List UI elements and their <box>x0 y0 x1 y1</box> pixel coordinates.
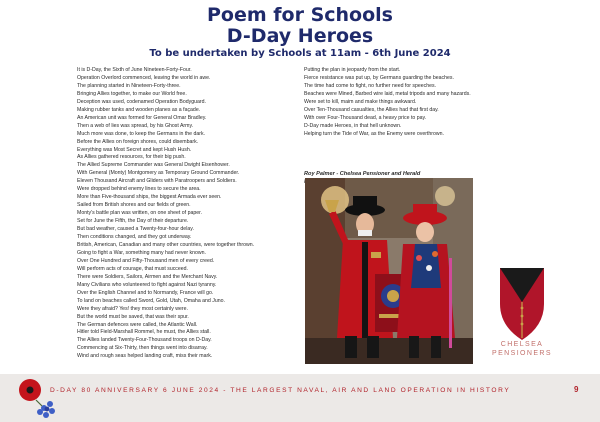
poem-line: With General (Monty) Montgomery as Temporary Ground Commander. <box>77 170 240 177</box>
poem-left-column <box>77 67 299 361</box>
poem-line: D-Day made Heroes, in that hell unknown. <box>304 122 402 129</box>
poem-line: Hitler told Field-Marshall Rommel, he must, the Allies stall. <box>77 329 211 336</box>
poem-line: More than Five-thousand ships, the biggest Armada ever seen. <box>77 194 222 201</box>
poem-line: With over Four-Thousand dead, a heavy price to pay. <box>304 114 427 121</box>
poem-line: The time had come to fight, no further need for speeches. <box>304 82 437 89</box>
poem-line: Going to fight a War, something many had never known. <box>77 249 206 256</box>
poem-line: The planning started in Nineteen-Forty-three. <box>77 82 181 89</box>
poem-line: Wind and rough seas helped landing craft, miss their mark. <box>77 353 213 360</box>
poem-line: Before the Allies on foreign shores, could disembark. <box>77 138 199 145</box>
poem-line: Were dropped behind enemy lines to secure the area. <box>77 186 201 193</box>
poem-line: Much more was done, to keep the Germans in the dark. <box>77 130 206 137</box>
poem-line: Deception was used, codenamed Operation Bodyguard. <box>77 98 206 105</box>
poem-line: Then a web of lies was spread, by his Ghost Army. <box>77 122 194 129</box>
poem-line: Beaches were Mined, Barbed wire laid, metal tripods and many hazards. <box>304 90 471 97</box>
poem-line: Were set to kill, maim and make things awkward. <box>304 98 417 105</box>
poem-line: Many Civilians who volunteered to fight against Nazi tyranny. <box>77 281 217 288</box>
poem-right-column <box>304 67 484 139</box>
poem-line: To land on beaches called Sword, Gold, Utah, Omaha and Juno. <box>77 297 225 304</box>
poem-line: Making rubber tanks and wooden planes as a façade. <box>77 106 201 113</box>
poem-line: The German defences were called, the Atlantic Wall. <box>77 321 198 328</box>
logo-wordmark <box>484 340 560 358</box>
poem-line: Over Ten-Thousand casualties, the Allies had that first day. <box>304 106 439 113</box>
pensioner-photo <box>305 178 473 364</box>
poem-line: There were Soldiers, Sailors, Airmen and the Merchant Navy. <box>77 273 218 280</box>
poem-line: Were they afraid? Yes! they most certainly were. <box>77 305 188 312</box>
poem-line: But the world must be saved, that was their spur. <box>77 313 189 320</box>
poem-line: Over the English Channel and to Normandy, France will go. <box>77 289 214 296</box>
poppy-cornflower-icon <box>14 376 68 422</box>
poem-line: Sailed from British shores and our fields of green. <box>77 202 191 209</box>
page-title: Poem for Schools <box>207 4 393 26</box>
logo-line-1: CHELSEA <box>500 341 544 348</box>
poem-line: Operation Overlord commenced, leaving the world in awe. <box>77 74 211 81</box>
poem-line: Everything was Most Secret and kept Hush Hush. <box>77 146 192 153</box>
poem-line: Fierce resistance was put up, by Germans guarding the beaches. <box>304 74 454 81</box>
poem-line: Helping turn the Tide of War, as the Enemy were overthrown. <box>304 130 444 137</box>
page-title-secondary: D-Day Heroes <box>226 25 374 47</box>
poem-line: British, American, Canadian and many other countries, were together thrown. <box>77 241 255 248</box>
poem-line: Eleven Thousand Aircraft and Gliders with Paratroopers and Soldiers. <box>77 178 237 185</box>
poem-line: An American unit was formed for General Omar Bradley. <box>77 114 207 121</box>
page-number: 9 <box>574 385 579 394</box>
poem-line: Set for June the Fifth, the Day of their departure. <box>77 218 189 225</box>
poem-line: Commencing at Six-Thirty, then things went into disarray. <box>77 345 208 352</box>
footer-band <box>0 374 600 422</box>
poem-line: As Allies gathered resources, for their big push. <box>77 154 186 161</box>
page-subtitle: To be undertaken by Schools at 11am - 6th June 2024 <box>149 48 451 59</box>
caption-name: Roy Palmer - Chelsea Pensioner and Herald <box>304 171 421 177</box>
poem-line: It is D-Day, the Sixth of June Nineteen-Forty-Four. <box>77 67 192 73</box>
poem-line: The Allies landed Twenty-Four-Thousand troops on D-Day. <box>77 337 212 344</box>
poem-line: Putting the plan in jeopardy from the start. <box>304 67 401 73</box>
poem-line: Bringing Allies together, to make our World free. <box>77 90 187 97</box>
footer-banner-text: D-DAY 80 ANNIVERSARY 6 JUNE 2024 - THE LARGEST NAVAL, AIR AND LAND OPERATION IN HISTORY <box>50 387 511 394</box>
poem-line: Will perform acts of courage, that must succeed. <box>77 265 188 272</box>
poem-line: Over One Hundred and Fifty-Thousand men of every creed. <box>77 257 215 264</box>
poem-line: Monty's battle plan was written, on one sheet of paper. <box>77 210 202 217</box>
poem-line: The Allied Supreme Commander was General Dwight Eisenhower. <box>77 162 230 169</box>
poem-line: But bad weather, caused a Twenty-four-hour delay. <box>77 226 194 233</box>
poem-line: Then conditions changed, and they got underway. <box>77 234 192 241</box>
logo-line-2: PENSIONERS <box>492 350 552 357</box>
